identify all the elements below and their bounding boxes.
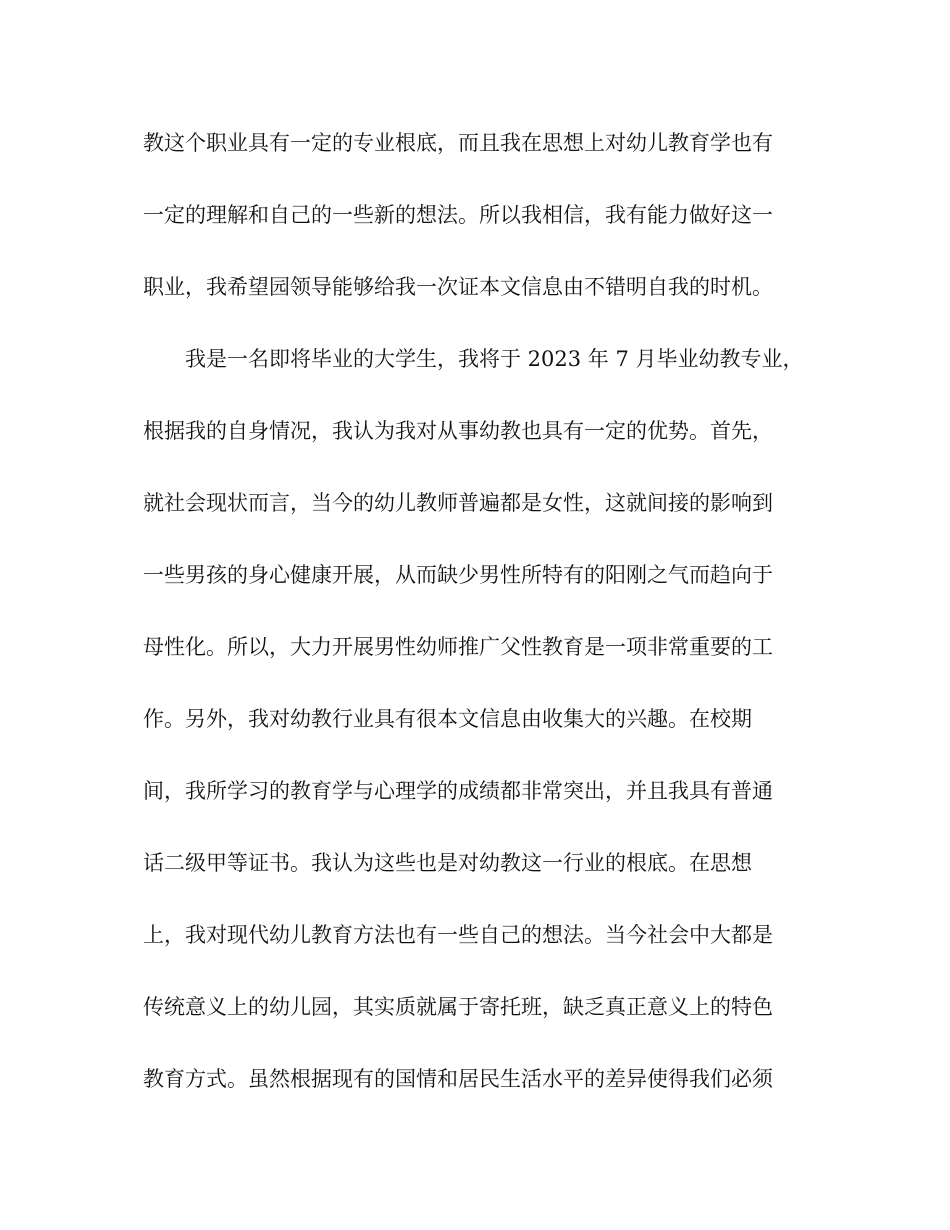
- text-line: 根据我的自身情况，我认为我对从事幼教也具有一定的优势。首先，: [143, 419, 773, 443]
- text-line: 就社会现状而言，当今的幼儿教师普遍都是女性，这就间接的影响到: [143, 491, 773, 515]
- text-line: 教育方式。虽然根据现有的国情和居民生活水平的差异使得我们必须: [143, 1067, 773, 1091]
- text-line: 上，我对现代幼儿教育方法也有一些自己的想法。当今社会中大都是: [143, 923, 773, 947]
- text-line: 教这个职业具有一定的专业根底，而且我在思想上对幼儿教育学也有: [143, 131, 773, 155]
- text-line: 一些男孩的身心健康开展，从而缺少男性所特有的阳刚之气而趋向于: [143, 563, 773, 587]
- text-line: 传统意义上的幼儿园，其实质就属于寄托班，缺乏真正意义上的特色: [143, 995, 773, 1019]
- text-line: 母性化。所以，大力开展男性幼师推广父性教育是一项非常重要的工: [143, 635, 773, 659]
- text-line: 间，我所学习的教育学与心理学的成绩都非常突出，并且我具有普通: [143, 779, 773, 803]
- paragraph-first-line: 我是一名即将毕业的大学生，我将于 2023 年 7 月毕业幼教专业，: [185, 347, 804, 371]
- text-line: 作。另外，我对幼教行业具有很本文信息由收集大的兴趣。在校期: [143, 707, 752, 731]
- text-line: 一定的理解和自己的一些新的想法。所以我相信，我有能力做好这一: [143, 203, 773, 227]
- text-line: 职业，我希望园领导能够给我一次证本文信息由不错明自我的时机。: [143, 275, 773, 299]
- text-line: 话二级甲等证书。我认为这些也是对幼教这一行业的根底。在思想: [143, 851, 752, 875]
